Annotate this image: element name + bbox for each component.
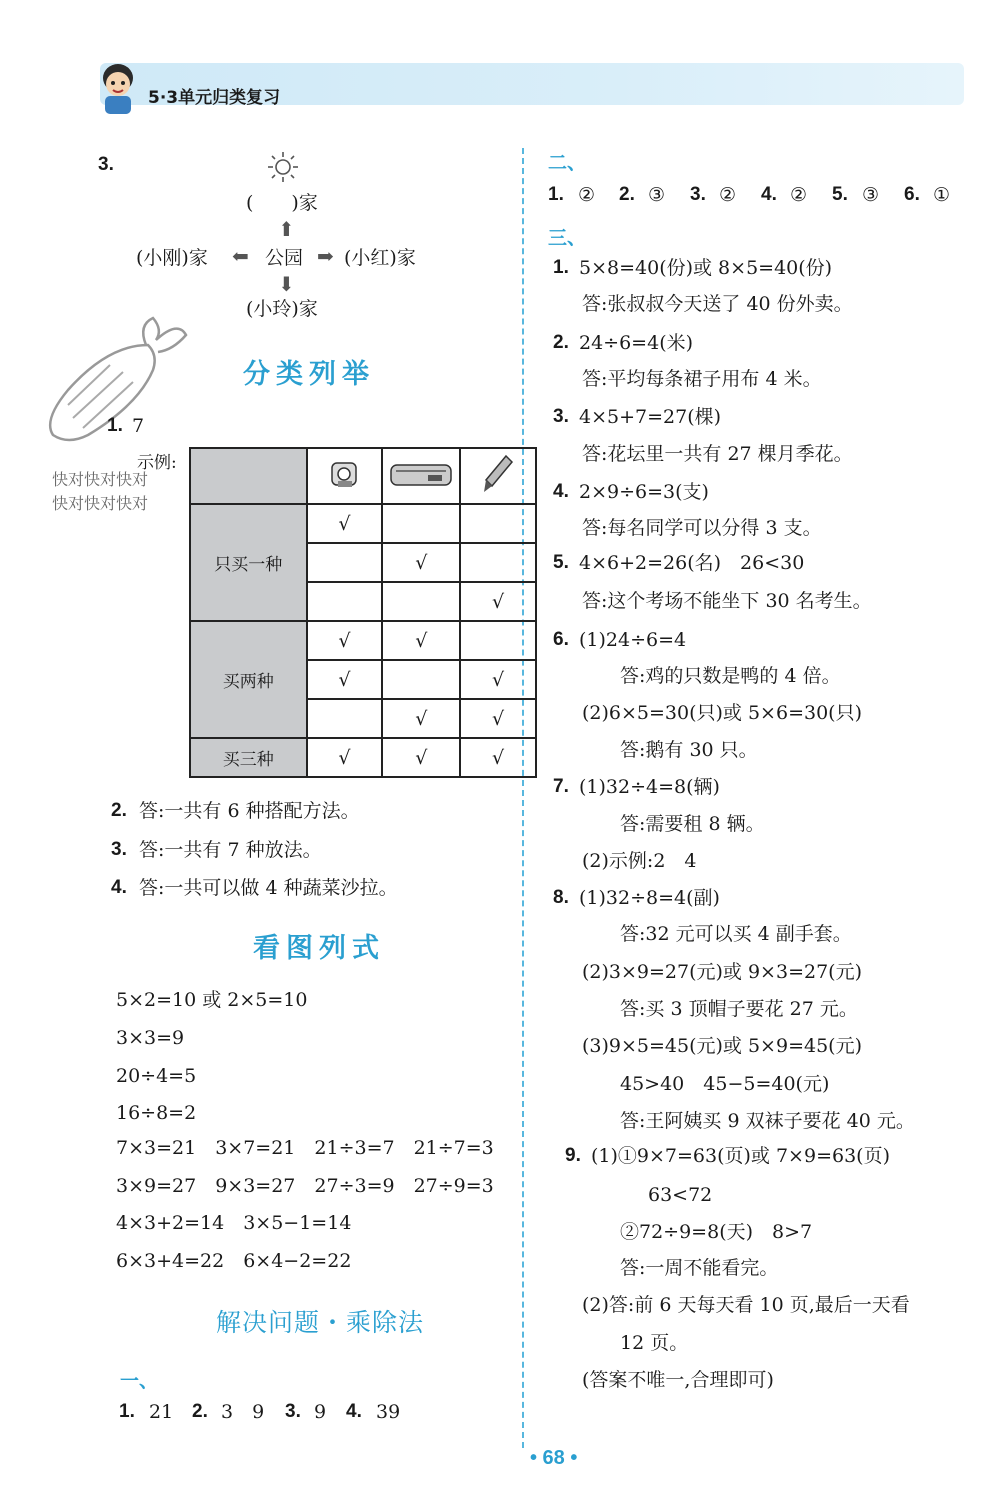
- part-three-heading: 三、: [548, 227, 587, 249]
- p3-item-number: 5.: [553, 552, 569, 573]
- table-cell: [382, 660, 460, 699]
- table-corner: [190, 448, 307, 504]
- section-title-problems: 解决问题・乘除法: [216, 1308, 425, 1337]
- s2-line-4: 16÷8=2: [116, 1102, 197, 1124]
- column-divider: [522, 148, 524, 1448]
- p3-line: 45>40 45−5=40(元): [620, 1073, 830, 1095]
- section-title-picture: 看图列式: [253, 933, 385, 964]
- table-cell: [460, 621, 536, 660]
- p3-item-number: 6.: [553, 629, 569, 650]
- p3-item-number: 9.: [565, 1145, 581, 1166]
- s2-line-6: 3×9=27 9×3=27 27÷3=9 27÷9=3: [116, 1175, 494, 1197]
- col-sharpener: [307, 448, 383, 504]
- table-cell: [307, 543, 383, 582]
- header-title: 5·3单元归类复习: [148, 88, 281, 108]
- fountain-pen-icon: [480, 452, 516, 496]
- s1-answer-4-number: 4.: [111, 877, 127, 898]
- p2-q1-value: ②: [578, 184, 596, 206]
- table-cell: √: [307, 738, 383, 777]
- p3-line: 5×8=40(份)或 8×5=40(份): [579, 257, 833, 279]
- table-cell: √: [460, 738, 536, 777]
- p3-line: 答:需要租 8 辆。: [620, 813, 765, 835]
- col-pen: [460, 448, 536, 504]
- p3-line: 63<72: [648, 1184, 713, 1206]
- table-cell: [460, 543, 536, 582]
- s3-q1-value: 21: [149, 1401, 174, 1423]
- p2-q6-value: ①: [933, 184, 951, 206]
- s1-answer-2-number: 2.: [111, 800, 127, 821]
- part-two-heading: 二、: [548, 152, 587, 174]
- sun-icon: [266, 150, 300, 184]
- p3-item-number: 8.: [553, 887, 569, 908]
- p3-item-number: 3.: [553, 406, 569, 427]
- p3-line: 2×9÷6=3(支): [579, 481, 709, 503]
- pencil-case-icon: [386, 455, 456, 493]
- p3-item-number: 2.: [553, 332, 569, 353]
- table-cell: √: [307, 660, 383, 699]
- park-label: 公园: [265, 247, 304, 269]
- table-cell: [307, 699, 383, 738]
- s1-answer-4-text: 答:一共可以做 4 种蔬菜沙拉。: [139, 877, 398, 899]
- p3-line: 答:每名同学可以分得 3 支。: [582, 517, 822, 539]
- p2-q5-value: ③: [862, 184, 880, 206]
- s3-q3-value: 9: [314, 1401, 327, 1423]
- s3-q4-value: 39: [376, 1401, 401, 1423]
- pencil-sharpener-icon: [326, 455, 362, 493]
- top-home-label: ( )家: [246, 192, 318, 214]
- arrow-up-icon: ⬆: [278, 217, 295, 241]
- boy-mascot-icon: [96, 58, 142, 116]
- p3-line: (2)6×5=30(只)或 5×6=30(只): [582, 702, 862, 724]
- p3-item-number: 1.: [553, 257, 569, 278]
- p2-q4-number: 4.: [761, 184, 777, 205]
- row-label-one: 只买一种: [190, 504, 307, 621]
- section-title-classify: 分类列举: [243, 359, 375, 390]
- combination-table: [189, 447, 537, 778]
- s2-line-1: 5×2=10 或 2×5=10: [116, 989, 308, 1011]
- p3-line: 答:平均每条裙子用布 4 米。: [582, 368, 822, 390]
- s2-line-3: 20÷4=5: [116, 1065, 197, 1087]
- table-cell: √: [382, 699, 460, 738]
- table-cell: √: [382, 738, 460, 777]
- right-home-label: (小红)家: [344, 247, 416, 269]
- p3-line: 答:鹅有 30 只。: [620, 739, 758, 761]
- table-cell: √: [307, 504, 383, 543]
- s3-part-one: 一、: [120, 1370, 159, 1392]
- p3-line: (1)32÷4=8(辆): [579, 776, 720, 798]
- p2-q3-value: ②: [719, 184, 737, 206]
- p3-line: 12 页。: [620, 1332, 689, 1354]
- p3-line: 答:张叔叔今天送了 40 份外卖。: [582, 293, 853, 315]
- arrow-right-icon: ➡: [317, 244, 334, 268]
- s1-answer-2-text: 答:一共有 6 种搭配方法。: [139, 800, 360, 822]
- watermark-line-2: 快对快对快对: [52, 494, 149, 513]
- table-cell: [460, 504, 536, 543]
- s3-q3-number: 3.: [285, 1401, 301, 1422]
- p3-line: 答:买 3 顶帽子要花 27 元。: [620, 998, 858, 1020]
- page-number: • 68 •: [530, 1447, 578, 1469]
- table-cell: √: [460, 699, 536, 738]
- s1-answer-3-text: 答:一共有 7 种放法。: [139, 839, 322, 861]
- bottom-home-label: (小玲)家: [246, 298, 318, 320]
- left-home-label: (小刚)家: [136, 247, 208, 269]
- table-cell: √: [382, 543, 460, 582]
- p3-line: (1)24÷6=4: [579, 629, 687, 651]
- s3-q2-number: 2.: [192, 1401, 208, 1422]
- p3-line: 答:32 元可以买 4 副手套。: [620, 923, 852, 945]
- arrow-left-icon: ⬅: [232, 244, 249, 268]
- p3-line: ②72÷9=8(天) 8>7: [620, 1221, 813, 1243]
- p3-line: 答:鸡的只数是鸭的 4 倍。: [620, 665, 841, 687]
- p2-q1-number: 1.: [548, 184, 564, 205]
- s2-line-7: 4×3+2=14 3×5−1=14: [116, 1212, 352, 1234]
- s2-line-8: 6×3+4=22 6×4−2=22: [116, 1250, 352, 1272]
- row-label-two: 买两种: [190, 621, 307, 738]
- table-cell: √: [307, 621, 383, 660]
- s2-line-2: 3×3=9: [116, 1027, 185, 1049]
- s3-q4-number: 4.: [346, 1401, 362, 1422]
- s3-q1-number: 1.: [119, 1401, 135, 1422]
- s1-answer-3-number: 3.: [111, 839, 127, 860]
- table-cell: √: [460, 660, 536, 699]
- p3-line: 4×5+7=27(棵): [579, 406, 722, 428]
- table-cell: √: [382, 621, 460, 660]
- p3-line: 答:花坛里一共有 27 棵月季花。: [582, 443, 853, 465]
- p2-q3-number: 3.: [690, 184, 706, 205]
- p3-line: (1)32÷8=4(副): [579, 887, 720, 909]
- watermark-line-1: 快对快对快对: [52, 470, 149, 489]
- question-3-number: 3.: [98, 154, 114, 175]
- row-label-three: 买三种: [190, 738, 307, 777]
- p3-line: 4×6+2=26(名) 26<30: [579, 552, 805, 574]
- p3-line: 答:这个考场不能坐下 30 名考生。: [582, 590, 872, 612]
- p3-item-number: 7.: [553, 776, 569, 797]
- p2-q5-number: 5.: [832, 184, 848, 205]
- s3-q2-value: 3 9: [221, 1401, 265, 1423]
- table-cell: √: [460, 582, 536, 621]
- p3-line: (3)9×5=45(元)或 5×9=45(元): [582, 1035, 862, 1057]
- p2-q2-number: 2.: [619, 184, 635, 205]
- table-cell: [382, 504, 460, 543]
- p3-line: (答案不唯一,合理即可): [582, 1369, 774, 1391]
- arrow-down-icon: ⬇: [278, 272, 295, 296]
- table-cell: [307, 582, 383, 621]
- s1-q1-number: 1.: [107, 415, 123, 436]
- example-label: 示例:: [137, 453, 177, 473]
- p3-line: (2)答:前 6 天每天看 10 页,最后一天看: [582, 1294, 910, 1316]
- s1-q1-value: 7: [132, 415, 145, 437]
- p2-q6-number: 6.: [904, 184, 920, 205]
- p2-q2-value: ③: [648, 184, 666, 206]
- col-pencil-case: [382, 448, 460, 504]
- p3-line: 答:王阿姨买 9 双袜子要花 40 元。: [620, 1110, 915, 1132]
- table-cell: [382, 582, 460, 621]
- s2-line-5: 7×3=21 3×7=21 21÷3=7 21÷7=3: [116, 1137, 494, 1159]
- p3-line: 24÷6=4(米): [579, 332, 694, 354]
- p3-item-number: 4.: [553, 481, 569, 502]
- p3-line: (2)3×9=27(元)或 9×3=27(元): [582, 961, 862, 983]
- p3-line: 答:一周不能看完。: [620, 1257, 779, 1279]
- p2-q4-value: ②: [790, 184, 808, 206]
- p3-line: (1)①9×7=63(页)或 7×9=63(页): [591, 1145, 890, 1167]
- p3-line: (2)示例:2 4: [582, 850, 697, 872]
